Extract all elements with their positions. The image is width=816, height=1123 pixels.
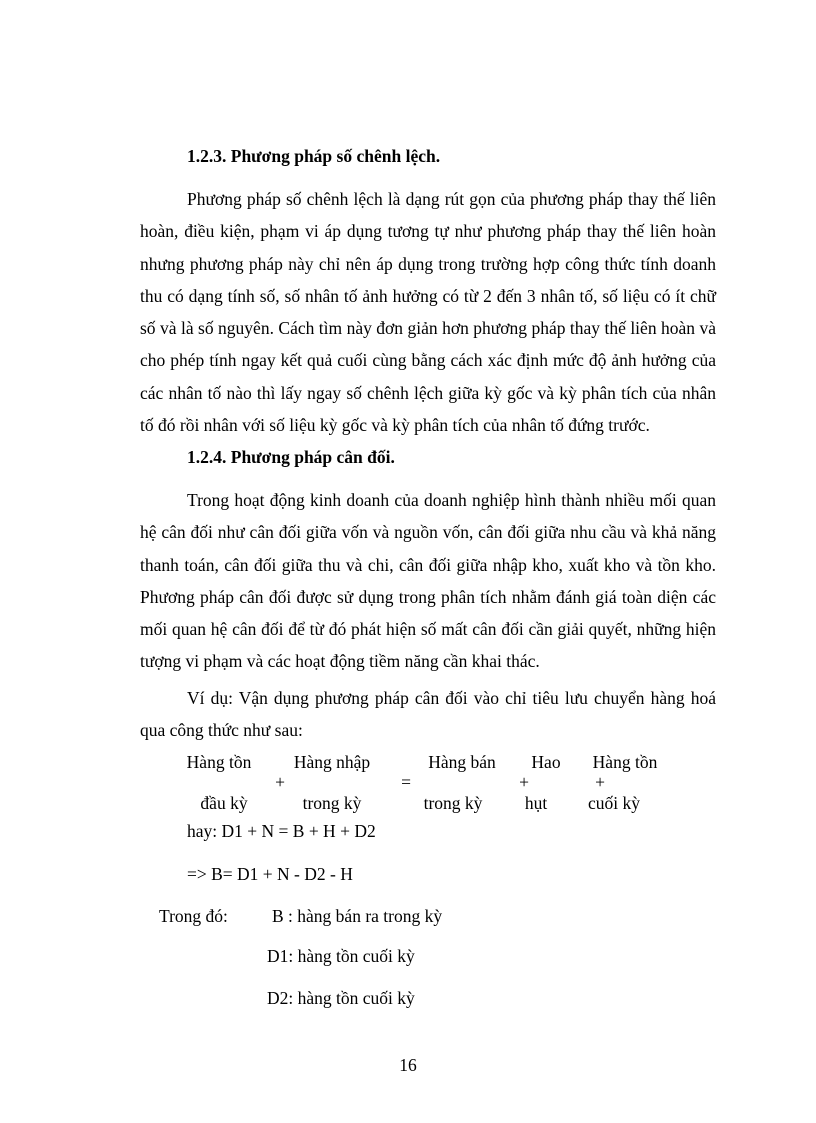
formula-term-3-bottom: trong kỳ xyxy=(423,793,483,813)
legend-item: D1: hàng tồn cuối kỳ xyxy=(267,946,415,966)
formula-term-4-top: Hao xyxy=(531,752,561,772)
legend-item: D2: hàng tồn cuối kỳ xyxy=(267,988,415,1008)
formula-operator-plus-3: + xyxy=(595,772,605,792)
formula-term-2-top: Hàng nhập xyxy=(293,752,371,772)
paragraph-example-intro: Ví dụ: Vận dụng phương pháp cân đối vào chỉ tiêu lưu chuyển hàng hoá qua công thức như sau: xyxy=(140,688,716,741)
formula-operator-equals: = xyxy=(401,772,411,792)
formula-operator-plus-1: + xyxy=(275,772,285,792)
formula-short-form: hay: D1 + N = B + H + D2 xyxy=(187,821,376,841)
paragraph-balance-method: Trong hoạt động kinh doanh của doanh nghiệp hình thành nhiều mối quan hệ cân đối như cân đối giữa vốn và nguồn vốn, cân đối giữa nhu cầu và khả năng thanh toán, cân đối giữa thu và chi, cân đối giữa nhập kho, xuất kho và tồn kho. Phương pháp cân đối được sử dụng trong phân tích nhằm đánh giá toàn diện các mối quan hệ cân đối để từ đó phát hiện số mất cân đối cần giải quyết, những hiện tượng vi phạm và các hoạt động tiềm năng cần khai thác. xyxy=(140,490,716,672)
formula-term-2-bottom: trong kỳ xyxy=(302,793,362,813)
formula-term-1-top: Hàng tồn xyxy=(186,752,252,772)
legend-item: B : hàng bán ra trong kỳ xyxy=(272,906,443,926)
formula-operator-plus-2: + xyxy=(519,772,529,792)
page-number: 16 xyxy=(399,1055,417,1075)
formula-term-3-top: Hàng bán xyxy=(428,752,496,772)
paragraph-difference-method: Phương pháp số chênh lệch là dạng rút gọn của phương pháp thay thế liên hoàn, điều kiện, phạm vi áp dụng tương tự như phương pháp thay thế liên hoàn nhưng phương pháp này chỉ nên áp dụng trong trường hợp công thức tính doanh thu có dạng tính số, số nhân tố ảnh hưởng có từ 2 đến 3 nhân tố, số liệu có ít chữ số và là số nguyên. Cách tìm này đơn giản hơn phương pháp thay thế liên hoàn và cho phép tính ngay kết quả cuối cùng bằng cách xác định mức độ ảnh hưởng của các nhân tố nào thì lấy ngay số chênh lệch giữa kỳ gốc và kỳ phân tích của nhân tố đó rồi nhân với số liệu kỳ gốc và kỳ phân tích của nhân tố đứng trước. xyxy=(140,189,716,436)
formula-term-4-bottom: hụt xyxy=(524,793,548,813)
formula-term-1-bottom: đầu kỳ xyxy=(200,793,248,813)
section-heading-1-2-4: 1.2.4. Phương pháp cân đối. xyxy=(187,447,395,467)
legend-label: Trong đó: xyxy=(159,906,228,926)
formula-term-5-bottom: cuối kỳ xyxy=(587,793,641,813)
section-heading-1-2-3: 1.2.3. Phương pháp số chênh lệch. xyxy=(187,146,441,166)
formula-derived: => B= D1 + N - D2 - H xyxy=(187,864,353,884)
formula-term-5-top: Hàng tồn xyxy=(592,752,658,772)
